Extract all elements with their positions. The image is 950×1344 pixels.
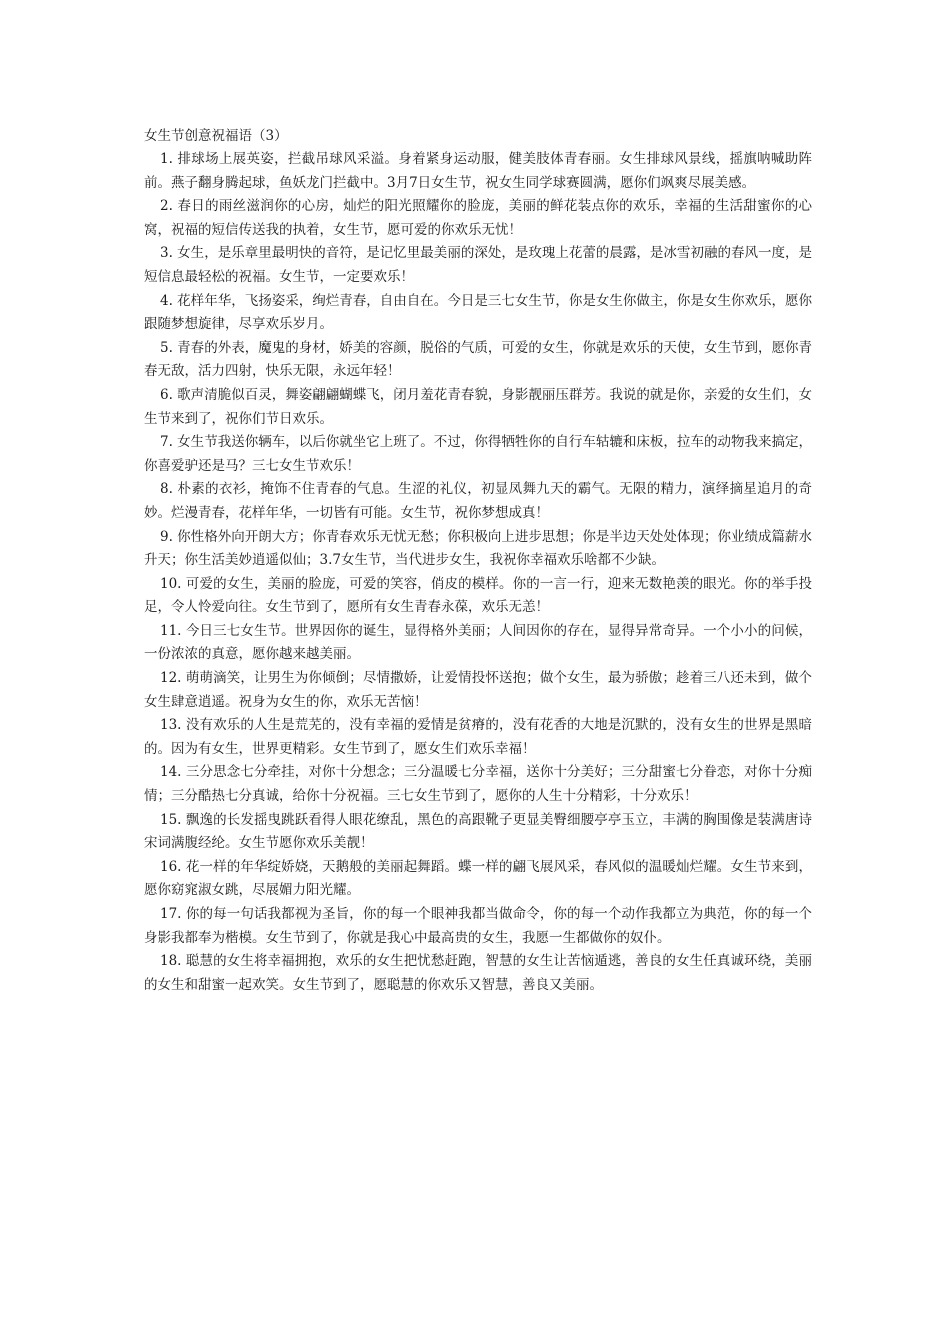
- wish-item-10: 10. 可爱的女生，美丽的脸庞，可爱的笑容，俏皮的模样。你的一言一行，迎来无数艳羡的眼光。你的举手投足，令人怜爱向往。女生节到了，愿所有女生青春永葆，欢乐无恙！: [144, 575, 812, 616]
- wish-item-6: 6. 歌声清脆似百灵，舞姿翩翩蝴蝶飞，闭月羞花青春貌，身影靓丽压群芳。我说的就是你，亲爱的女生们，女生节来到了，祝你们节日欢乐。: [144, 386, 812, 427]
- wish-item-3: 3. 女生，是乐章里最明快的音符，是记忆里最美丽的深处，是玫瑰上花蕾的晨露，是冰雪初融的春风一度，是短信息最轻松的祝福。女生节，一定要欢乐！: [144, 245, 812, 285]
- wish-item-16: 16. 花一样的年华绽娇娆，天鹅般的美丽起舞蹈。蝶一样的翩飞展风采，春风似的温暖灿烂耀。女生节来到，愿你窈窕淑女跳，尽展媚力阳光耀。: [144, 858, 812, 899]
- wish-item-2: 2. 春日的雨丝滋润你的心房，灿烂的阳光照耀你的脸庞，美丽的鲜花装点你的欢乐，幸福的生活甜蜜你的心窝，祝福的短信传送我的执着，女生节，愿可爱的你欢乐无忧！: [144, 198, 812, 238]
- document-title: 女生节创意祝福语（3）: [144, 128, 288, 144]
- wish-item-12: 12. 萌萌滴笑，让男生为你倾倒；尽情撒娇，让爱情投怀送抱；做个女生，最为骄傲；趁着三八还未到，做个女生肆意逍遥。祝身为女生的你，欢乐无苦恼！: [144, 670, 812, 710]
- wish-item-5: 5. 青春的外表，魔鬼的身材，娇美的容颜，脱俗的气质，可爱的女生，你就是欢乐的天使，女生节到，愿你青春无敌，活力四射，快乐无限，永远年轻！: [144, 339, 812, 380]
- wish-item-18: 18. 聪慧的女生将幸福拥抱，欢乐的女生把忧愁赶跑，智慧的女生让苦恼遁逃，善良的女生任真诚环绕，美丽的女生和甜蜜一起欢笑。女生节到了，愿聪慧的你欢乐又智慧，善良又美丽。: [144, 953, 812, 993]
- wish-item-11: 11. 今日三七女生节。世界因你的诞生，显得格外美丽；人间因你的存在，显得异常奇异。一个小小的问候，一份浓浓的真意，愿你越来越美丽。: [144, 622, 812, 663]
- wish-item-14: 14. 三分思念七分牵挂，对你十分想念；三分温暖七分幸福，送你十分美好；三分甜蜜七分眷恋，对你十分痴情；三分酷热七分真诚，给你十分祝福。三七女生节到了，愿你的人生十分精彩，十分欢乐！: [144, 764, 812, 805]
- wish-item-8: 8. 朴素的衣衫，掩饰不住青春的气息。生涩的礼仪，初显凤舞九天的霸气。无限的精力，演绎摘星追月的奇妙。烂漫青春，花样年华，一切皆有可能。女生节，祝你梦想成真！: [144, 481, 812, 521]
- wish-item-7: 7. 女生节我送你辆车，以后你就坐它上班了。不过，你得牺牲你的自行车轱辘和床板，拉车的动物我来搞定，你喜爱驴还是马？三七女生节欢乐！: [144, 434, 812, 474]
- wish-item-15: 15. 飘逸的长发摇曳跳跃看得人眼花缭乱，黑色的高跟靴子更显美臀细腰亭亭玉立，丰满的胸围像是装满唐诗宋词满腹经纶。女生节愿你欢乐美靓！: [144, 811, 812, 852]
- wish-item-1: 1. 排球场上展英姿，拦截吊球风采溢。身着紧身运动服，健美肢体青春丽。女生排球风景线，摇旗呐喊助阵前。燕子翻身腾起球，鱼妖龙门拦截中。3月7日女生节，祝女生同学球赛圆满，愿你们飒爽尽展美感。: [144, 151, 812, 191]
- document-page: [144, 124, 812, 997]
- wish-item-17: 17. 你的每一句话我都视为圣旨，你的每一个眼神我都当做命令，你的每一个动作我都立为典范，你的每一个身影我都奉为楷模。女生节到了，你就是我心中最高贵的女生，我愿一生都做你的奴仆。: [144, 906, 812, 946]
- wish-item-13: 13. 没有欢乐的人生是荒芜的，没有幸福的爱情是贫瘠的，没有花香的大地是沉默的，没有女生的世界是黑暗的。因为有女生，世界更精彩。女生节到了，愿女生们欢乐幸福！: [144, 717, 812, 757]
- wish-item-9: 9. 你性格外向开朗大方；你青春欢乐无忧无愁；你积极向上进步思想；你是半边天处处体现；你业绩成篇薪水升天；你生活美妙逍遥似仙；3.7女生节，当代进步女生，我祝你幸福欢乐啥都不少缺。: [144, 528, 812, 569]
- wish-item-4: 4. 花样年华，飞扬姿采，绚烂青春，自由自在。今日是三七女生节，你是女生你做主，你是女生你欢乐，愿你跟随梦想旋律，尽享欢乐岁月。: [144, 292, 812, 333]
